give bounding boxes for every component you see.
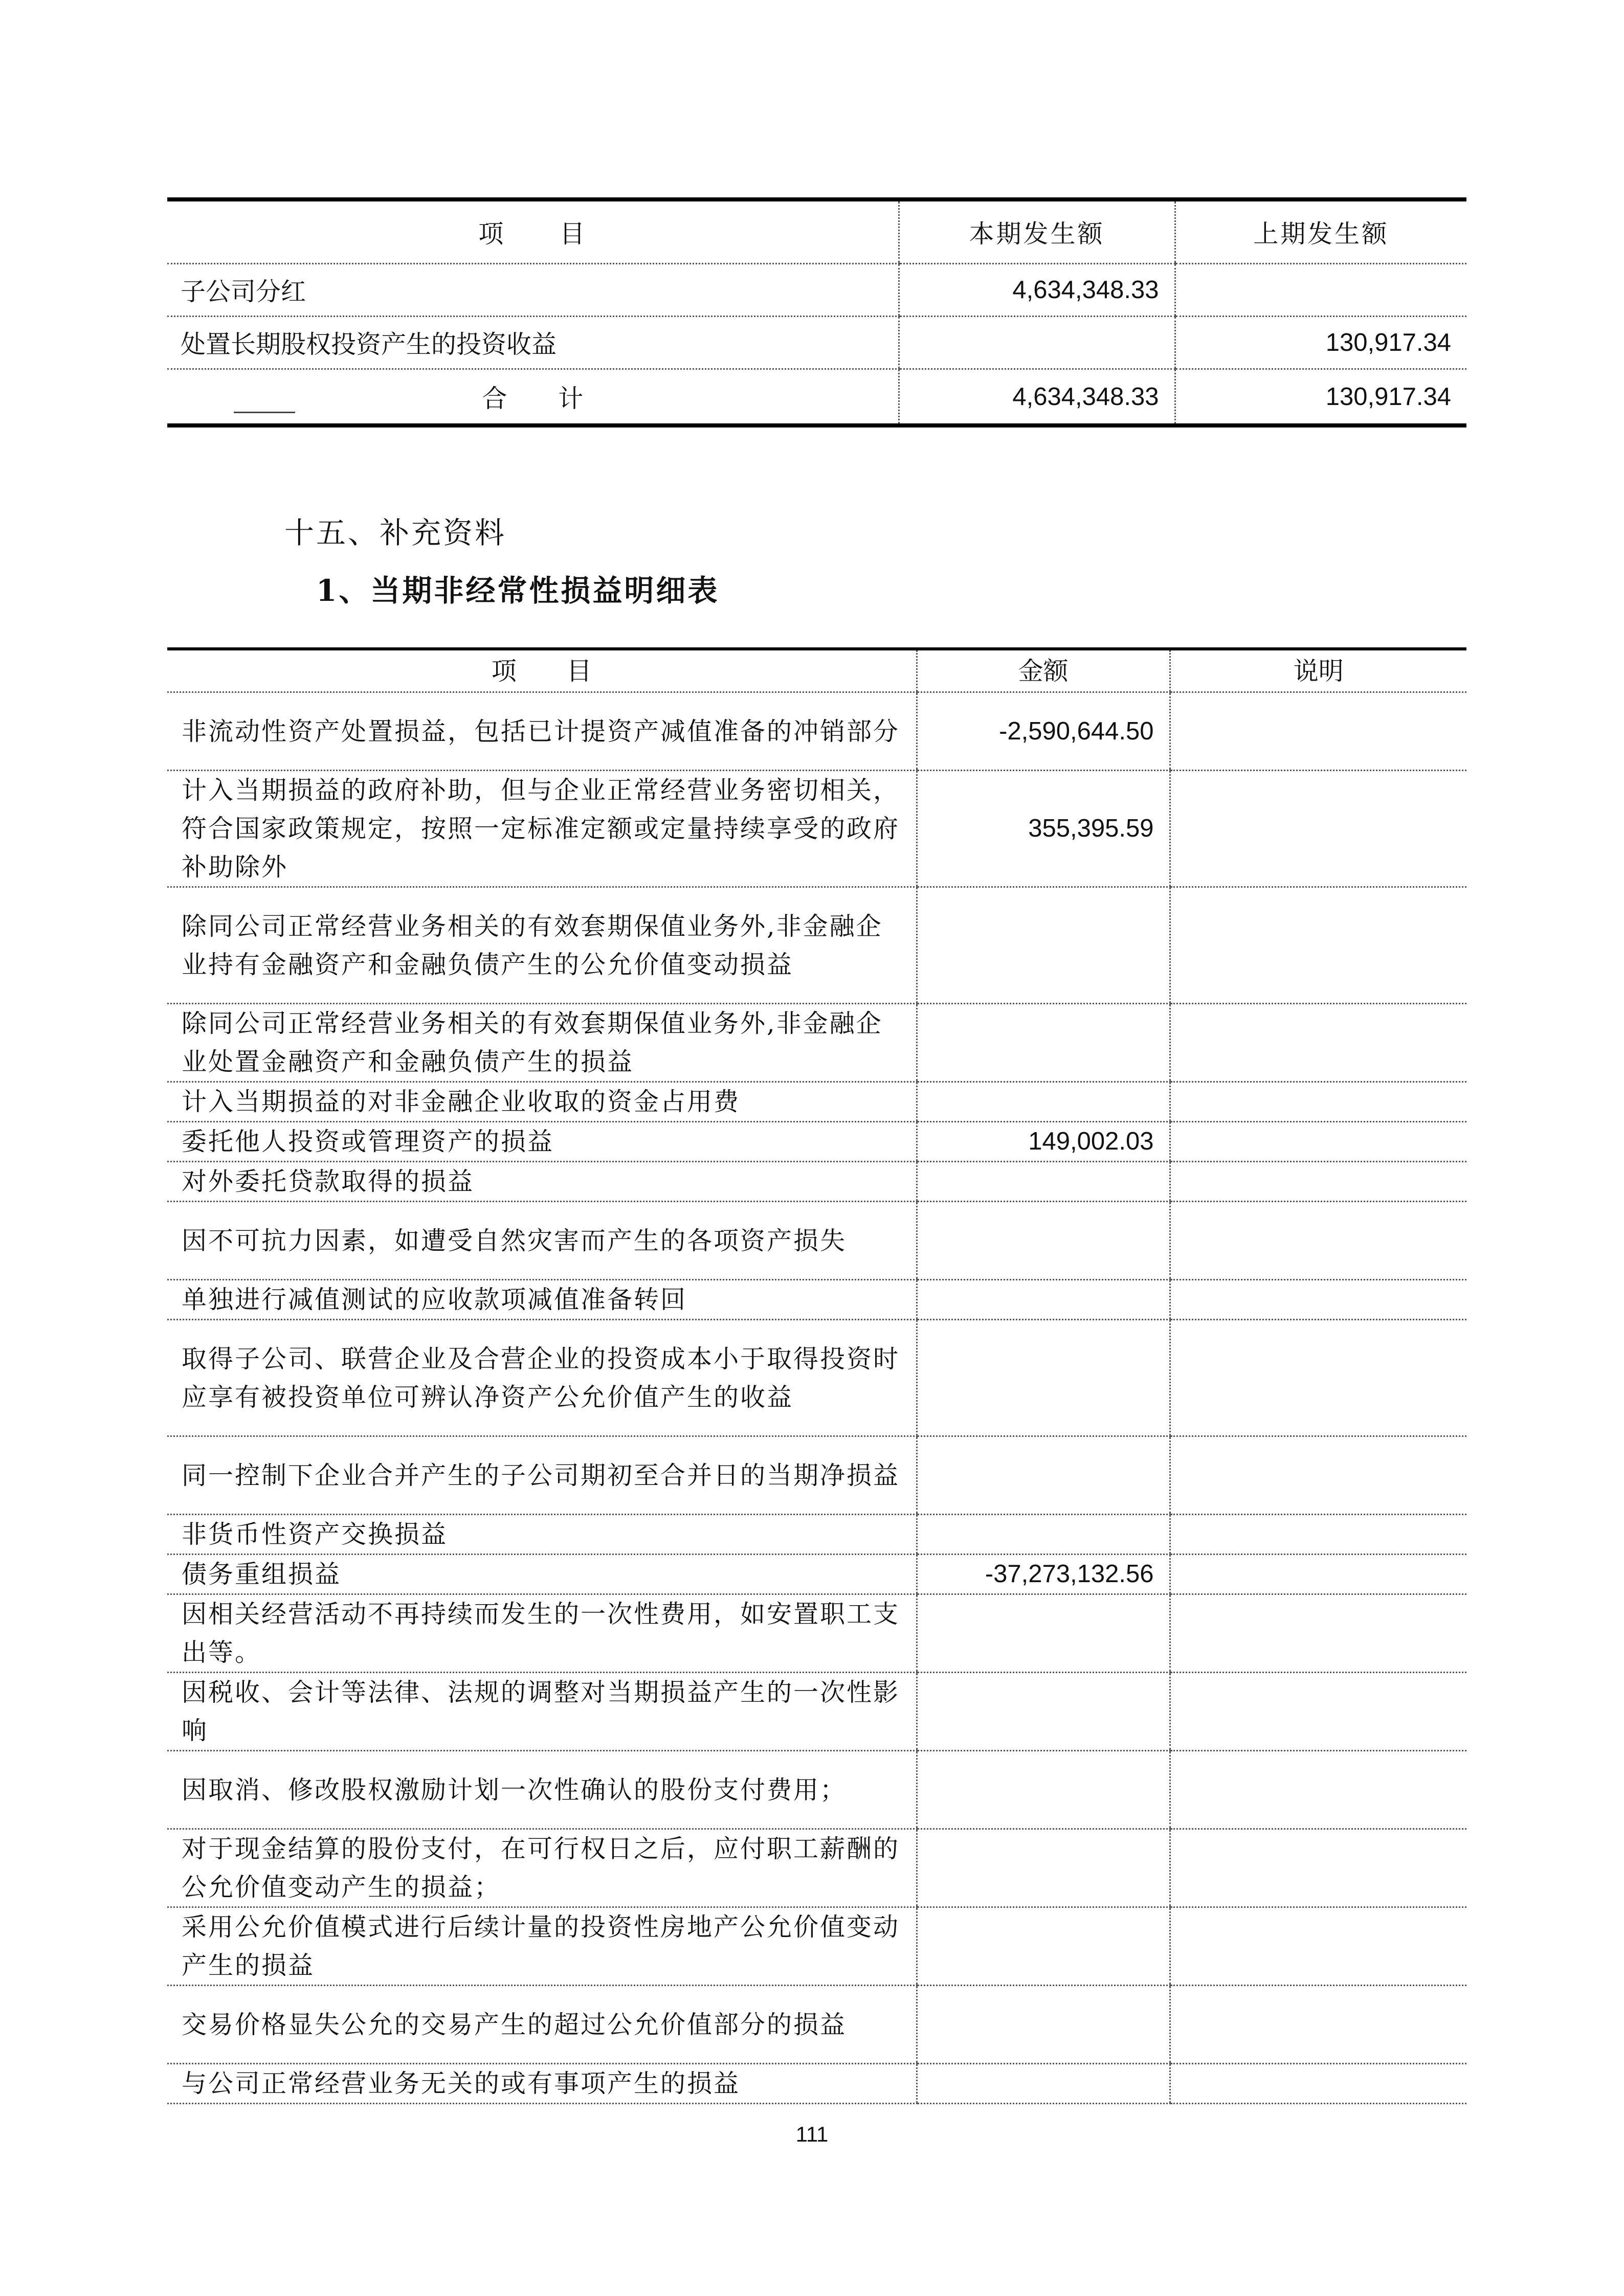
table-row [167,1751,1466,1829]
table-row [167,1986,1466,2064]
row-amount [917,1515,1170,1555]
row-amount [917,1751,1170,1829]
row-note [1170,1082,1466,1122]
investment-income-table [167,197,1466,427]
row-current: 4,634,348.33 [899,264,1175,317]
row-amount [917,1673,1170,1751]
row-note [1170,2064,1466,2104]
table-row [167,1907,1466,1986]
row-note [1170,887,1466,1004]
total-row [167,369,1466,426]
row-item: 除同公司正常经营业务相关的有效套期保值业务外,非金融企业处置金融资产和金融负债产生的损益 [167,1004,917,1082]
row-prior: 130,917.34 [1175,317,1466,369]
row-amount [917,1004,1170,1082]
row-note [1170,1907,1466,1986]
row-amount [917,1082,1170,1122]
header-item: 项 目 [167,199,899,264]
row-item: 同一控制下企业合并产生的子公司期初至合并日的当期净损益 [167,1436,917,1515]
table-row [167,1280,1466,1320]
total-label-cell [167,369,899,426]
row-amount: 355,395.59 [917,771,1170,887]
row-amount [917,1202,1170,1280]
row-item: 非流动性资产处置损益，包括已计提资产减值准备的冲销部分 [167,692,917,771]
row-note [1170,1673,1466,1751]
total-current: 4,634,348.33 [899,369,1175,426]
row-item: 委托他人投资或管理资产的损益 [167,1122,917,1162]
table-row [167,1320,1466,1436]
row-note [1170,771,1466,887]
row-amount [917,1280,1170,1320]
row-amount [917,1162,1170,1202]
row-amount [917,2064,1170,2104]
header-item: 项 目 [167,649,917,692]
row-amount: -37,273,132.56 [917,1555,1170,1594]
row-note [1170,1829,1466,1907]
table-row [167,1829,1466,1907]
total-underline [234,412,295,413]
table-header-row [167,199,1466,264]
page-number: 111 [795,2122,829,2146]
table-row [167,1082,1466,1122]
table-row [167,692,1466,771]
row-note [1170,692,1466,771]
row-item: 因相关经营活动不再持续而发生的一次性费用，如安置职工支出等。 [167,1594,917,1673]
table-row [167,1202,1466,1280]
row-amount [917,1436,1170,1515]
row-item: 子公司分红 [167,264,899,317]
row-item: 取得子公司、联营企业及合营企业的投资成本小于取得投资时应享有被投资单位可辨认净资产公允价值产生的收益 [167,1320,917,1436]
row-amount [917,1594,1170,1673]
row-prior [1175,264,1466,317]
row-item: 单独进行减值测试的应收款项减值准备转回 [167,1280,917,1320]
row-amount: 149,002.03 [917,1122,1170,1162]
row-note [1170,1162,1466,1202]
table-row [167,887,1466,1004]
row-note [1170,1004,1466,1082]
row-item: 因取消、修改股权激励计划一次性确认的股份支付费用； [167,1751,917,1829]
row-amount [917,1907,1170,1986]
table-row [167,1515,1466,1555]
table-row [167,1004,1466,1082]
row-item: 处置长期股权投资产生的投资收益 [167,317,899,369]
section-title: 十五、补充资料 [284,515,507,550]
row-amount: -2,590,644.50 [917,692,1170,771]
row-note [1170,1515,1466,1555]
row-note [1170,1751,1466,1829]
row-amount [917,1320,1170,1436]
row-item: 因不可抗力因素，如遭受自然灾害而产生的各项资产损失 [167,1202,917,1280]
table-row [167,317,1466,369]
row-item: 除同公司正常经营业务相关的有效套期保值业务外,非金融企业持有金融资产和金融负债产生的公允价值变动损益 [167,887,917,1004]
header-note: 说明 [1170,649,1466,692]
row-item: 非货币性资产交换损益 [167,1515,917,1555]
row-item: 计入当期损益的政府补助，但与企业正常经营业务密切相关，符合国家政策规定，按照一定标准定额或定量持续享受的政府补助除外 [167,771,917,887]
row-amount [917,1829,1170,1907]
row-note [1170,1280,1466,1320]
row-item: 因税收、会计等法律、法规的调整对当期损益产生的一次性影响 [167,1673,917,1751]
row-item: 债务重组损益 [167,1555,917,1594]
total-label: 合计 [482,384,635,413]
row-amount [917,1986,1170,2064]
row-item: 交易价格显失公允的交易产生的超过公允价值部分的损益 [167,1986,917,2064]
row-current [899,317,1175,369]
row-note [1170,1320,1466,1436]
row-note [1170,1202,1466,1280]
total-prior: 130,917.34 [1175,369,1466,426]
row-item: 计入当期损益的对非金融企业收取的资金占用费 [167,1082,917,1122]
row-item: 与公司正常经营业务无关的或有事项产生的损益 [167,2064,917,2104]
table-row [167,1162,1466,1202]
table-row [167,1122,1466,1162]
table-row [167,1555,1466,1594]
row-item: 对外委托贷款取得的损益 [167,1162,917,1202]
row-amount [917,887,1170,1004]
row-note [1170,1555,1466,1594]
table-row [167,1673,1466,1751]
table-header-row [167,649,1466,692]
subsection-title: 1、当期非经常性损益明细表 [316,573,720,608]
table-row [167,264,1466,317]
table-row [167,2064,1466,2104]
non-recurring-items-table [167,647,1466,2104]
header-prior-period: 上期发生额 [1175,199,1466,264]
row-note [1170,1122,1466,1162]
table-row [167,1594,1466,1673]
row-note [1170,1436,1466,1515]
row-note [1170,1986,1466,2064]
header-amount: 金额 [917,649,1170,692]
row-note [1170,1594,1466,1673]
row-item: 对于现金结算的股份支付，在可行权日之后，应付职工薪酬的公允价值变动产生的损益； [167,1829,917,1907]
table-row [167,1436,1466,1515]
header-current-period: 本期发生额 [899,199,1175,264]
table-row [167,771,1466,887]
row-item: 采用公允价值模式进行后续计量的投资性房地产公允价值变动产生的损益 [167,1907,917,1986]
